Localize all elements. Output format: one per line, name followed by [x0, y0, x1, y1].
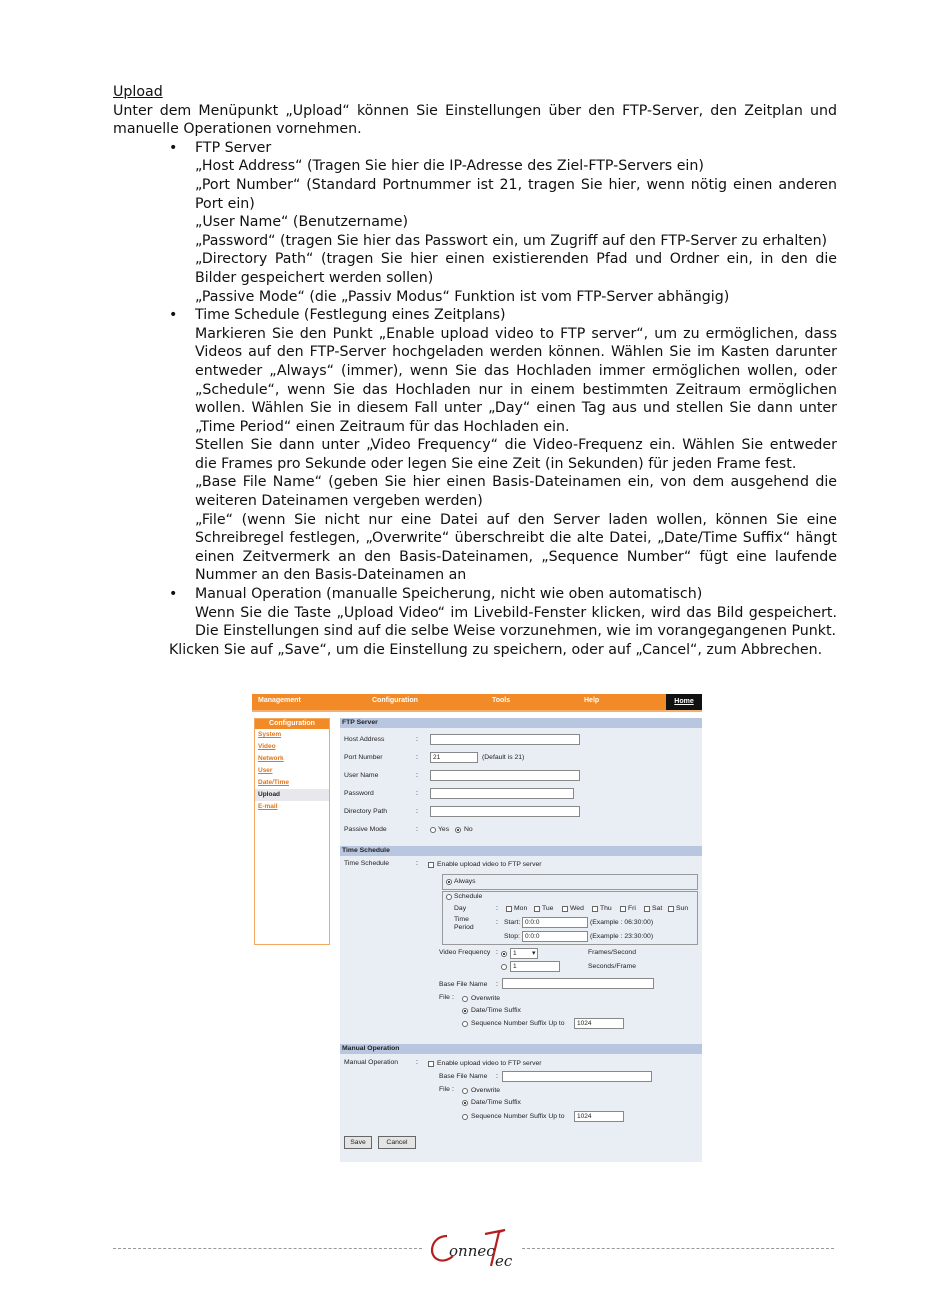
- user-label: User Name: [344, 772, 379, 779]
- always-radio[interactable]: [446, 879, 452, 885]
- sidebar-item-video[interactable]: Video: [258, 743, 276, 750]
- manual-sequence-limit-input[interactable]: 1024: [574, 1111, 624, 1122]
- day-tue-checkbox[interactable]: [534, 906, 540, 912]
- closing-paragraph: Klicken Sie auf „Save“, um die Einstellung zu speichern, oder auf „Cancel“, zum Abbrechen.: [169, 641, 823, 658]
- manual-operation-label: Manual Operation: [344, 1059, 399, 1066]
- manual-section-header: Manual Operation: [340, 1044, 702, 1054]
- schedule-section-header: Time Schedule: [340, 846, 702, 856]
- day-sun-label: Sun: [676, 905, 689, 912]
- colon: :: [416, 826, 418, 833]
- connectec-logo: [425, 1226, 525, 1278]
- start-label: Start:: [504, 919, 521, 926]
- port-label: Port Number: [344, 754, 383, 761]
- ftp-line: „Passive Mode“ (die „Passiv Modus“ Funktion ist vom FTP-Server abhängig): [195, 288, 730, 305]
- colon: :: [416, 1059, 418, 1066]
- menu-help[interactable]: Help: [584, 697, 600, 704]
- document-body: [113, 83, 837, 659]
- bullet-manual: [113, 585, 837, 641]
- bullet-title: • Manual Operation (manualle Speicherung, nicht wie oben automatisch): [195, 586, 703, 603]
- logo-text-main: onnec: [449, 1242, 495, 1260]
- sidebar-item-datetime[interactable]: Date/Time: [258, 779, 289, 786]
- bullet-ftp: [113, 139, 837, 306]
- spf-input[interactable]: 1: [510, 961, 560, 972]
- passive-no-radio[interactable]: [455, 827, 461, 833]
- sidebar-item-user[interactable]: User: [258, 767, 273, 774]
- colon: :: [496, 949, 498, 956]
- config-sidebar: [254, 718, 330, 945]
- password-input[interactable]: [430, 788, 574, 799]
- start-example: (Example : 06:30:00): [590, 919, 654, 926]
- day-tue-label: Tue: [542, 905, 554, 912]
- colon: :: [452, 1086, 454, 1093]
- bullet-title: • Time Schedule (Festlegung eines Zeitplans): [195, 307, 506, 324]
- stop-label: Stop:: [504, 933, 520, 940]
- manual-base-file-name-input[interactable]: [502, 1071, 652, 1082]
- menu-home[interactable]: Home: [666, 694, 702, 710]
- stop-example: (Example : 23:30:00): [590, 933, 654, 940]
- colon: :: [416, 754, 418, 761]
- colon: :: [416, 860, 418, 867]
- base-file-name-input[interactable]: [502, 978, 654, 989]
- schedule-line: Stellen Sie dann unter „Video Frequency“ die Video-Frequenz ein. Wählen Sie entweder die Frames pro Sekunde oder legen Sie eine Zeit (in Sekunden) für jeden Frame fest.: [195, 437, 837, 472]
- fps-radio[interactable]: [501, 951, 507, 957]
- enable-manual-upload-label: Enable upload video to FTP server: [437, 1060, 542, 1067]
- colon: :: [496, 905, 498, 912]
- passive-yes-label: Yes: [438, 826, 450, 833]
- passive-yes-radio[interactable]: [430, 827, 436, 833]
- port-hint: (Default is 21): [482, 754, 525, 761]
- intro-paragraph: Unter dem Menüpunkt „Upload“ können Sie Einstellungen über den FTP-Server, den Zeitplan und manuelle Operationen vornehmen.: [113, 102, 837, 138]
- manual-overwrite-label: Overwrite: [471, 1087, 501, 1094]
- day-wed-label: Wed: [570, 905, 584, 912]
- day-fri-checkbox[interactable]: [620, 906, 626, 912]
- always-box: [442, 874, 698, 890]
- ftp-line: „Host Address“ (Tragen Sie hier die IP-Adresse des Ziel-FTP-Servers ein): [195, 158, 704, 175]
- colon: :: [416, 772, 418, 779]
- overwrite-label: Overwrite: [471, 995, 501, 1002]
- day-thu-label: Thu: [600, 905, 612, 912]
- schedule-radio[interactable]: [446, 894, 452, 900]
- sidebar-item-system[interactable]: System: [258, 731, 282, 738]
- footer-divider-right: [522, 1248, 834, 1249]
- start-time-input[interactable]: 0:0:0: [522, 917, 588, 928]
- ftp-line: „User Name“ (Benutzername): [195, 214, 408, 231]
- time-period-label-2: Period: [454, 924, 474, 931]
- day-sun-checkbox[interactable]: [668, 906, 674, 912]
- top-menu-bar: [252, 694, 702, 712]
- bullet-schedule: [113, 306, 837, 585]
- sidebar-item-upload[interactable]: Upload: [255, 789, 329, 801]
- colon: :: [496, 1073, 498, 1080]
- colon: :: [416, 736, 418, 743]
- sidebar-item-email[interactable]: E-mail: [258, 803, 278, 810]
- ftp-line: „Port Number“ (Standard Portnummer ist 21, tragen Sie hier, wenn nötig einen anderen Port ein): [195, 176, 837, 212]
- colon: :: [496, 981, 498, 988]
- schedule-line: „Base File Name“ (geben Sie hier einen Basis-Dateinamen ein, von dem ausgehend die weiteren Dateinamen vergeben werden): [195, 474, 837, 510]
- stop-time-input[interactable]: 0:0:0: [522, 931, 588, 942]
- colon: :: [416, 790, 418, 797]
- schedule-line: Markieren Sie den Punkt „Enable upload video to FTP server“, um zu ermöglichen, dass Videos auf den FTP-Server hochgeladen werden können. Wählen Sie im Kasten darunter entweder „Always“ (immer), wenn Sie das Hochladen immer ermöglichen wollen, oder „Schedule“, wenn Sie das Hochladen nur in einem bestimmten Zeitraum ermöglichen wollen. Wählen Sie in diesem Fall unter „Day“ einen Tag aus und stellen Sie dann unter „Time Period“ einen Zeitraum für das Hochladen ein.: [195, 325, 837, 435]
- save-button[interactable]: Save: [344, 1136, 372, 1149]
- footer-divider-left: [113, 1248, 422, 1249]
- host-label: Host Address: [344, 736, 385, 743]
- overwrite-radio[interactable]: [462, 996, 468, 1002]
- time-period-label-1: Time: [454, 916, 469, 923]
- day-thu-checkbox[interactable]: [592, 906, 598, 912]
- manual-sequence-suffix-label: Sequence Number Suffix Up to: [471, 1113, 565, 1120]
- enable-schedule-upload-label: Enable upload video to FTP server: [437, 861, 542, 868]
- spf-unit-label: Seconds/Frame: [588, 963, 636, 970]
- day-wed-checkbox[interactable]: [562, 906, 568, 912]
- day-sat-checkbox[interactable]: [644, 906, 650, 912]
- schedule-line: „File“ (wenn Sie nicht nur eine Datei auf den Server laden wollen, können Sie eine Schreibregel festlegen, „Overwrite“ überschreibt die alte Datei, „Date/Time Suffix“ hängt einen Zeitvermerk an den Basis-Dateinamen, „Sequence Number“ fügt eine laufende Nummer an den Basis-Dateinamen an: [195, 511, 837, 584]
- time-schedule-label: Time Schedule: [344, 860, 390, 867]
- fps-unit-label: Frames/Second: [588, 949, 636, 956]
- chevron-down-icon: ▾: [532, 950, 536, 957]
- manual-line: Wenn Sie die Taste „Upload Video“ im Livebild-Fenster klicken, wird das Bild gespeichert. Die Einstellungen sind auf die selbe Weise vorzunehmen, wie im vorangegangenen Punkt.: [195, 604, 837, 640]
- colon: :: [416, 808, 418, 815]
- colon: :: [496, 919, 498, 926]
- fps-select[interactable]: 1: [510, 948, 538, 959]
- enable-schedule-upload-checkbox[interactable]: [428, 862, 434, 868]
- passive-label: Passive Mode: [344, 826, 387, 833]
- bullet-title: • FTP Server: [195, 139, 272, 156]
- enable-manual-upload-checkbox[interactable]: [428, 1061, 434, 1067]
- manual-overwrite-radio[interactable]: [462, 1088, 468, 1094]
- passive-no-label: No: [464, 826, 473, 833]
- section-heading: Upload: [113, 84, 163, 100]
- manual-datetime-suffix-radio[interactable]: [462, 1100, 468, 1106]
- bullet-list: [113, 139, 837, 641]
- always-label: Always: [454, 878, 476, 885]
- sequence-suffix-radio[interactable]: [462, 1021, 468, 1027]
- host-address-input[interactable]: [430, 734, 580, 745]
- day-label: Day: [454, 905, 467, 912]
- manual-sequence-suffix-radio[interactable]: [462, 1114, 468, 1120]
- logo-text-sub: ec: [495, 1252, 513, 1270]
- schedule-label: Schedule: [454, 893, 483, 900]
- sidebar-item-network[interactable]: Network: [258, 755, 284, 762]
- menu-configuration[interactable]: Configuration: [372, 697, 418, 704]
- colon: :: [452, 994, 454, 1001]
- datetime-suffix-label: Date/Time Suffix: [471, 1007, 521, 1014]
- sidebar-title: Configuration: [255, 719, 329, 729]
- day-fri-label: Fri: [628, 905, 636, 912]
- upload-settings-screenshot: [252, 694, 702, 1162]
- menu-management[interactable]: Management: [258, 697, 301, 704]
- password-label: Password: [344, 790, 374, 797]
- day-mon-checkbox[interactable]: [506, 906, 512, 912]
- manual-base-file-name-label: Base File Name: [439, 1073, 488, 1080]
- manual-file-label: File: [439, 1086, 450, 1093]
- video-frequency-label: Video Frequency: [439, 949, 491, 956]
- user-name-input[interactable]: [430, 770, 580, 781]
- sequence-limit-input[interactable]: 1024: [574, 1018, 624, 1029]
- port-number-input[interactable]: 21: [430, 752, 478, 763]
- ftp-section-header: FTP Server: [340, 718, 702, 728]
- directory-path-input[interactable]: [430, 806, 580, 817]
- day-sat-label: Sat: [652, 905, 663, 912]
- file-label: File: [439, 994, 450, 1001]
- ftp-line: „Directory Path“ (tragen Sie hier einen existierenden Pfad und Ordner ein, in den die Bilder gespeichert werden sollen): [195, 251, 837, 286]
- manual-datetime-suffix-label: Date/Time Suffix: [471, 1099, 521, 1106]
- day-mon-label: Mon: [514, 905, 528, 912]
- menu-tools[interactable]: Tools: [492, 697, 511, 704]
- datetime-suffix-radio[interactable]: [462, 1008, 468, 1014]
- spf-radio[interactable]: [501, 964, 507, 970]
- base-file-name-label: Base File Name: [439, 981, 488, 988]
- ftp-line: „Password“ (tragen Sie hier das Passwort ein, um Zugriff auf den FTP-Server zu erhalten): [195, 232, 828, 249]
- cancel-button[interactable]: Cancel: [378, 1136, 416, 1149]
- sequence-suffix-label: Sequence Number Suffix Up to: [471, 1020, 565, 1027]
- directory-label: Directory Path: [344, 808, 388, 815]
- settings-panel: [340, 718, 702, 1162]
